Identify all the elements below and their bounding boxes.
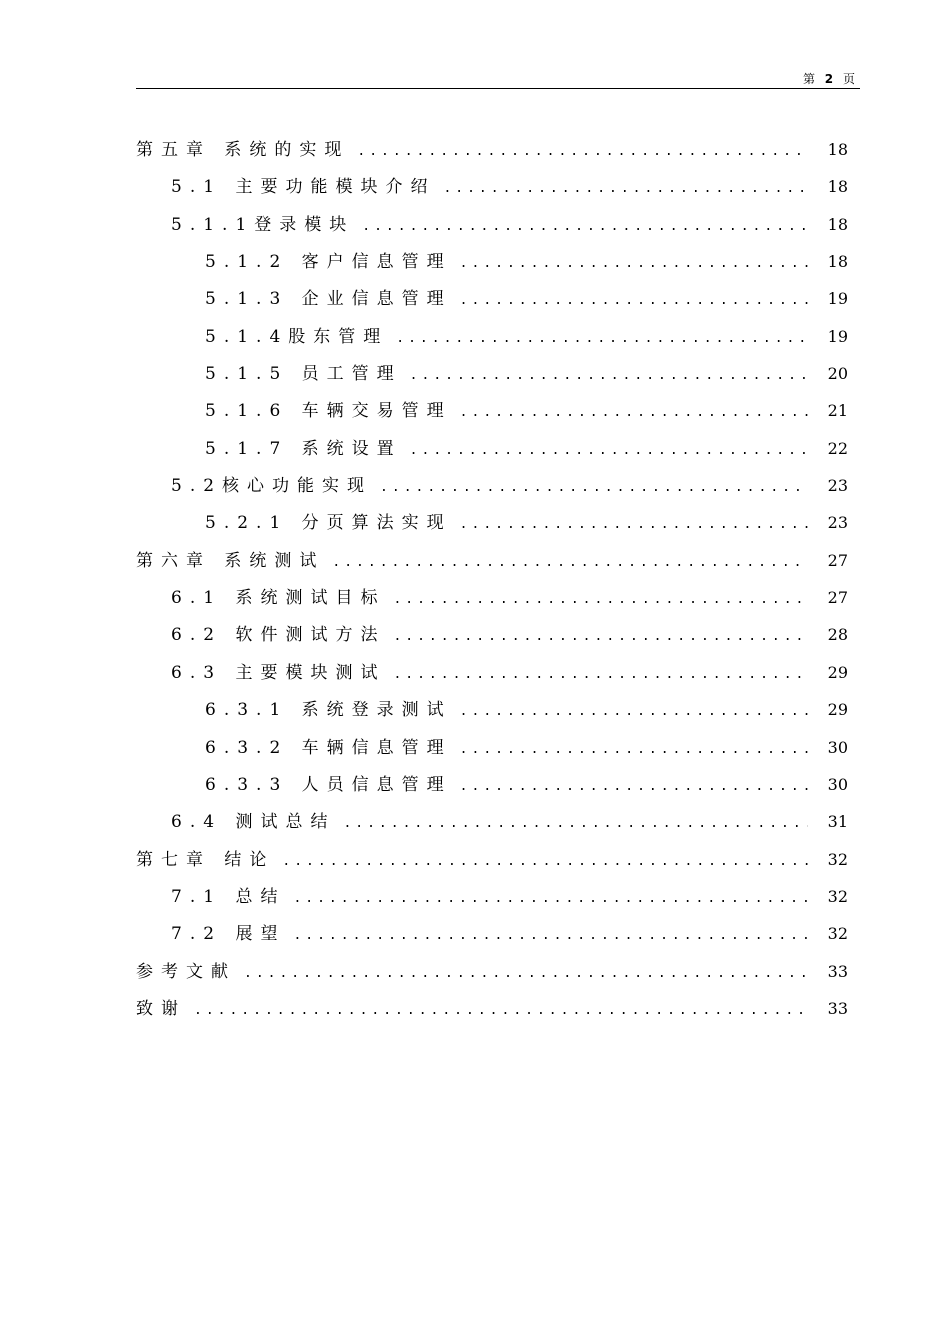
toc-entry-title: 5.1.6 车辆交易管理 bbox=[205, 401, 452, 422]
toc-entry[interactable] bbox=[136, 616, 848, 653]
toc-entry-page-number: 19 bbox=[827, 289, 848, 309]
page-suffix: 页 bbox=[842, 72, 858, 86]
toc-dot-leader bbox=[443, 170, 808, 207]
toc-entry[interactable] bbox=[136, 579, 848, 616]
toc-entry-title: 5.2.1 分页算法实现 bbox=[205, 513, 452, 534]
toc-entry-page-number: 29 bbox=[827, 700, 848, 720]
toc-entry[interactable] bbox=[136, 990, 848, 1027]
toc-dot-leader bbox=[460, 506, 808, 543]
toc-dot-leader bbox=[343, 805, 808, 842]
toc-entry[interactable] bbox=[136, 243, 848, 280]
toc-entry-page-number: 33 bbox=[827, 961, 848, 981]
toc-entry[interactable] bbox=[136, 280, 848, 317]
page-number: 2 bbox=[824, 72, 837, 86]
toc-entry[interactable] bbox=[136, 318, 848, 355]
toc-entry-page-number: 31 bbox=[827, 812, 848, 832]
toc-entry-title: 致谢 bbox=[136, 998, 186, 1019]
toc-entry-title: 5.1.7 系统设置 bbox=[205, 438, 402, 459]
toc-dot-leader bbox=[460, 245, 808, 282]
toc-entry[interactable] bbox=[136, 504, 848, 541]
toc-dot-leader bbox=[393, 656, 808, 693]
toc-dot-leader bbox=[282, 843, 808, 880]
toc-entry[interactable] bbox=[136, 915, 848, 952]
toc-entry-title: 6.4 测试总结 bbox=[171, 812, 336, 833]
toc-entry-page-number: 21 bbox=[827, 401, 848, 421]
toc-dot-leader bbox=[244, 955, 808, 992]
toc-entry-page-number: 18 bbox=[827, 140, 848, 159]
toc-entry-title: 7.1 总结 bbox=[171, 886, 286, 907]
toc-entry-title: 6.3.2 车辆信息管理 bbox=[205, 737, 452, 758]
toc-dot-leader bbox=[460, 693, 808, 730]
toc-entry-page-number: 30 bbox=[827, 737, 848, 757]
toc-entry[interactable] bbox=[136, 206, 848, 243]
toc-dot-leader bbox=[293, 880, 808, 917]
toc-entry-page-number: 27 bbox=[827, 550, 848, 570]
toc-entry[interactable] bbox=[136, 654, 848, 691]
toc-entry-page-number: 22 bbox=[827, 438, 848, 458]
toc-entry[interactable] bbox=[136, 691, 848, 728]
toc-entry-title: 6.3.1 系统登录测试 bbox=[205, 700, 452, 721]
toc-entry-page-number: 33 bbox=[827, 998, 848, 1018]
toc-entry-page-number: 32 bbox=[827, 886, 848, 906]
toc-entry-title: 5.2核心功能实现 bbox=[171, 476, 373, 497]
toc-entry[interactable] bbox=[136, 729, 848, 766]
table-of-contents bbox=[136, 131, 848, 1027]
toc-dot-leader bbox=[332, 544, 808, 581]
toc-dot-leader bbox=[410, 357, 808, 394]
toc-entry[interactable] bbox=[136, 467, 848, 504]
toc-dot-leader bbox=[460, 731, 808, 768]
page-number-label bbox=[803, 72, 858, 86]
toc-entry-page-number: 32 bbox=[827, 849, 848, 869]
toc-entry-page-number: 18 bbox=[827, 214, 848, 234]
toc-entry-title: 7.2 展望 bbox=[171, 924, 286, 945]
toc-entry-title: 6.3.3 人员信息管理 bbox=[205, 774, 452, 795]
toc-entry-page-number: 29 bbox=[827, 662, 848, 682]
toc-entry[interactable] bbox=[136, 355, 848, 392]
toc-entry-page-number: 27 bbox=[827, 588, 848, 608]
toc-entry-title: 5.1.5 员工管理 bbox=[205, 364, 402, 385]
toc-entry-page-number: 28 bbox=[827, 625, 848, 645]
toc-dot-leader bbox=[357, 133, 808, 170]
toc-entry-page-number: 18 bbox=[827, 177, 848, 197]
toc-dot-leader bbox=[410, 432, 808, 469]
toc-entry-title: 5.1.3 企业信息管理 bbox=[205, 289, 452, 310]
toc-dot-leader bbox=[293, 917, 808, 954]
toc-entry-title: 6.2 软件测试方法 bbox=[171, 625, 386, 646]
toc-entry-title: 第六章 系统测试 bbox=[136, 550, 325, 571]
toc-dot-leader bbox=[362, 208, 808, 245]
toc-dot-leader bbox=[460, 394, 808, 431]
toc-dot-leader bbox=[460, 768, 808, 805]
toc-dot-leader bbox=[393, 618, 808, 655]
toc-entry-title: 6.3 主要模块测试 bbox=[171, 662, 386, 683]
toc-entry-page-number: 19 bbox=[827, 326, 848, 346]
toc-entry[interactable] bbox=[136, 131, 848, 168]
toc-entry-title: 5.1.4股东管理 bbox=[205, 326, 389, 347]
toc-dot-leader bbox=[194, 992, 808, 1029]
toc-dot-leader bbox=[460, 282, 808, 319]
toc-entry-page-number: 23 bbox=[827, 476, 848, 496]
toc-entry[interactable] bbox=[136, 430, 848, 467]
toc-entry[interactable] bbox=[136, 766, 848, 803]
toc-entry-title: 6.1 系统测试目标 bbox=[171, 588, 386, 609]
toc-entry-title: 5.1.2 客户信息管理 bbox=[205, 252, 452, 273]
toc-entry-title: 5.1.1登录模块 bbox=[171, 214, 355, 235]
toc-entry[interactable] bbox=[136, 542, 848, 579]
toc-entry-title: 5.1 主要功能模块介绍 bbox=[171, 177, 436, 198]
toc-entry[interactable] bbox=[136, 803, 848, 840]
toc-entry-page-number: 23 bbox=[827, 513, 848, 533]
toc-entry-page-number: 18 bbox=[827, 252, 848, 272]
toc-entry[interactable] bbox=[136, 392, 848, 429]
page-prefix: 第 bbox=[802, 72, 818, 86]
toc-entry-page-number: 20 bbox=[827, 364, 848, 384]
toc-entry-title: 第七章 结论 bbox=[136, 849, 275, 870]
toc-entry-page-number: 32 bbox=[827, 924, 848, 944]
toc-entry[interactable] bbox=[136, 841, 848, 878]
toc-entry-title: 参考文献 bbox=[136, 961, 236, 982]
toc-entry-page-number: 30 bbox=[827, 774, 848, 794]
page-header bbox=[136, 72, 860, 89]
toc-entry[interactable] bbox=[136, 168, 848, 205]
toc-dot-leader bbox=[380, 469, 808, 506]
toc-dot-leader bbox=[396, 320, 808, 357]
toc-dot-leader bbox=[393, 581, 808, 618]
toc-entry[interactable] bbox=[136, 953, 848, 990]
toc-entry[interactable] bbox=[136, 878, 848, 915]
toc-entry-title: 第五章 系统的实现 bbox=[136, 140, 350, 160]
